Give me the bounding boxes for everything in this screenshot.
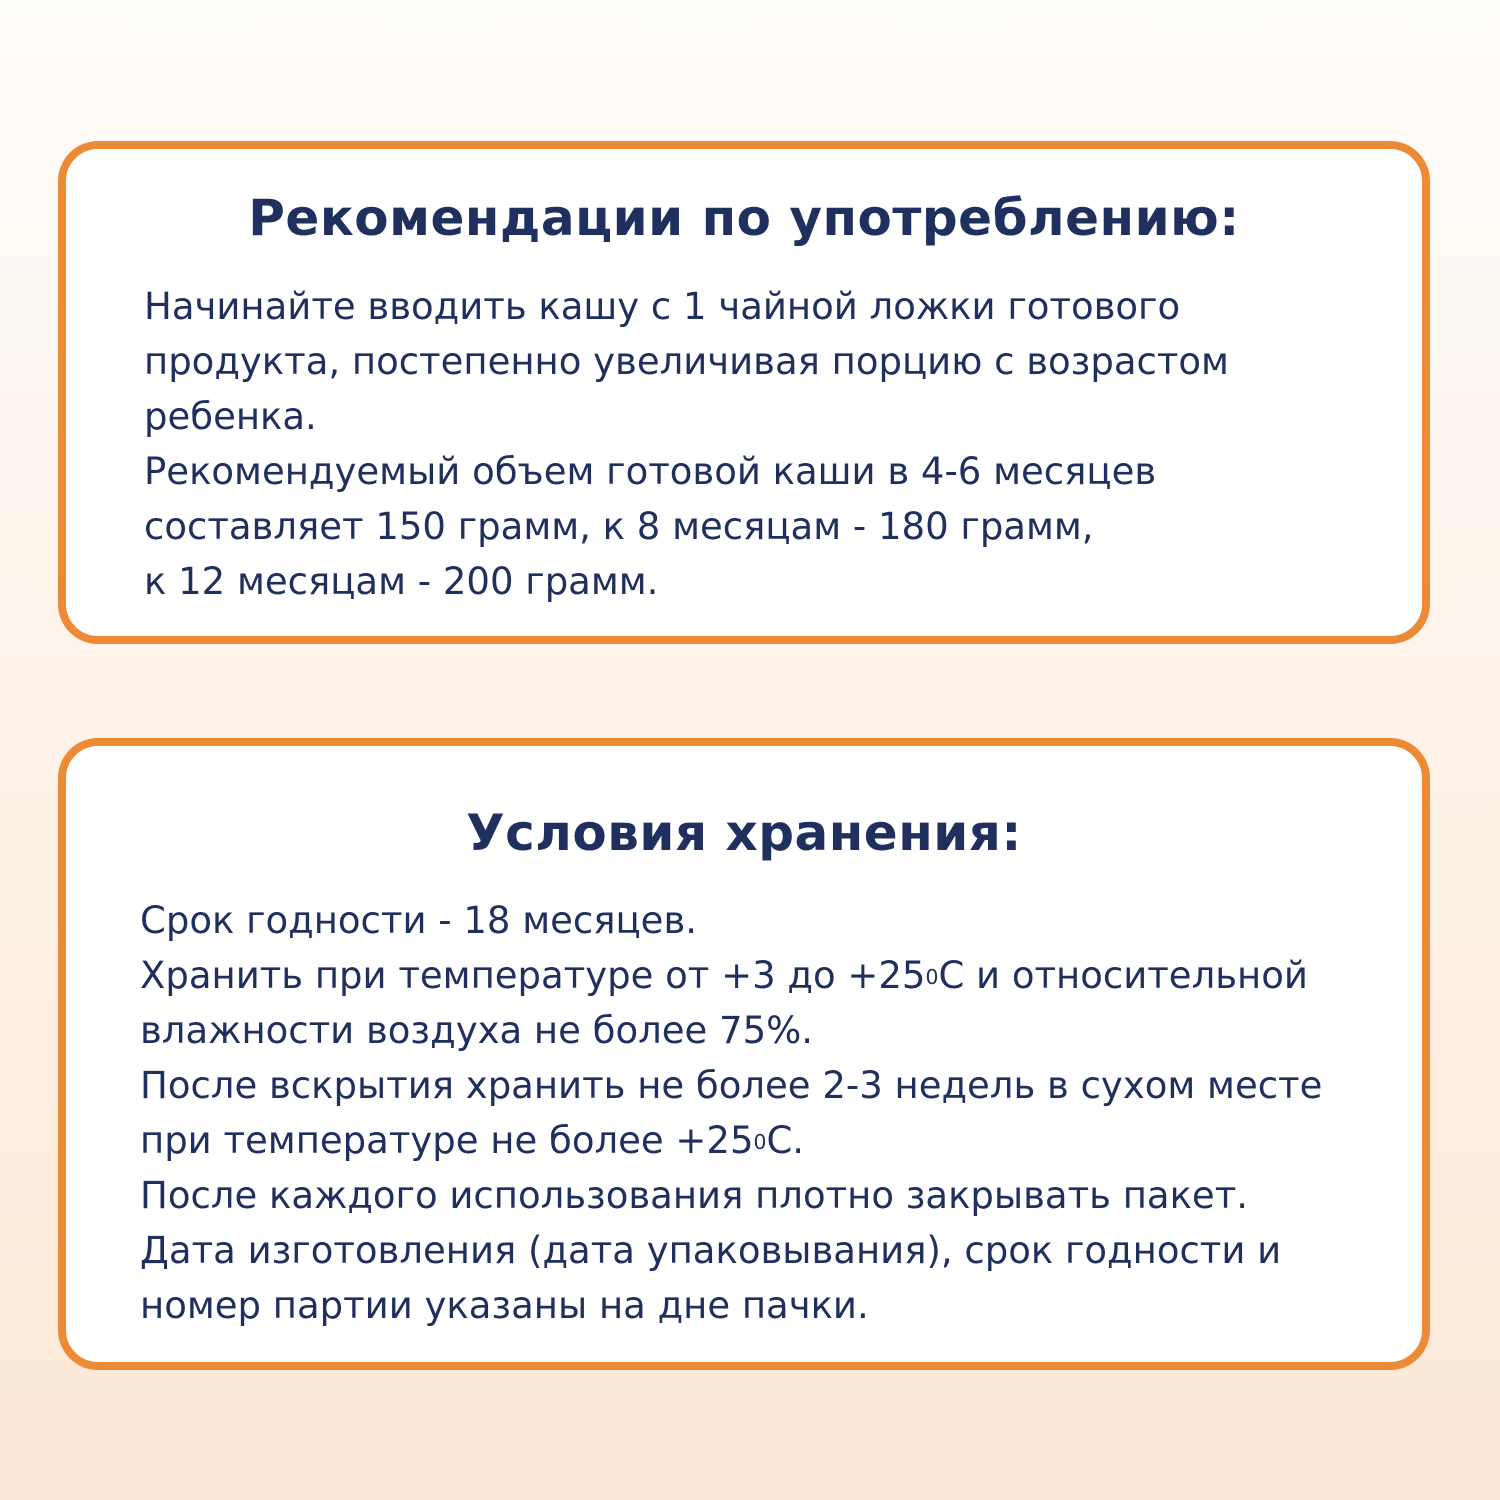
storage-line: номер партии указаны на дне пачки. [140,1284,869,1327]
storage-line-part: при температуре не более +25 [140,1119,754,1162]
usage-recommendations-card [58,141,1430,644]
storage-title: Условия хранения: [466,804,1022,862]
usage-title: Рекомендации по употреблению: [248,189,1240,247]
storage-line-part: С. [766,1119,805,1162]
degree-superscript: 0 [925,965,939,989]
storage-line: Дата изготовления (дата упаковывания), срок годности и [140,1229,1282,1272]
storage-line-part: С и относительной [938,954,1308,997]
storage-line: Срок годности - 18 месяцев. [140,899,698,942]
storage-line: влажности воздуха не более 75%. [140,1009,814,1052]
usage-line: составляет 150 грамм, к 8 месяцам - 180 грамм, [144,505,1094,548]
storage-line: После каждого использования плотно закрывать пакет. [140,1174,1249,1217]
usage-line: к 12 месяцам - 200 грамм. [144,560,659,603]
storage-conditions-card [58,738,1430,1370]
usage-line: продукта, постепенно увеличивая порцию с возрастом [144,340,1229,383]
usage-line: Начинайте вводить кашу с 1 чайной ложки готового [144,285,1181,328]
degree-superscript: 0 [753,1130,767,1154]
storage-line [140,1113,1322,1168]
storage-line: После вскрытия хранить не более 2-3 недель в сухом месте [140,1064,1323,1107]
storage-line-part: Хранить при температуре от +3 до +25 [140,954,926,997]
usage-line: Рекомендуемый объем готовой каши в 4-6 месяцев [144,450,1157,493]
usage-line: ребенка. [144,395,317,438]
storage-line [140,948,1322,1003]
storage-text [140,893,1322,1333]
usage-text [144,279,1229,609]
